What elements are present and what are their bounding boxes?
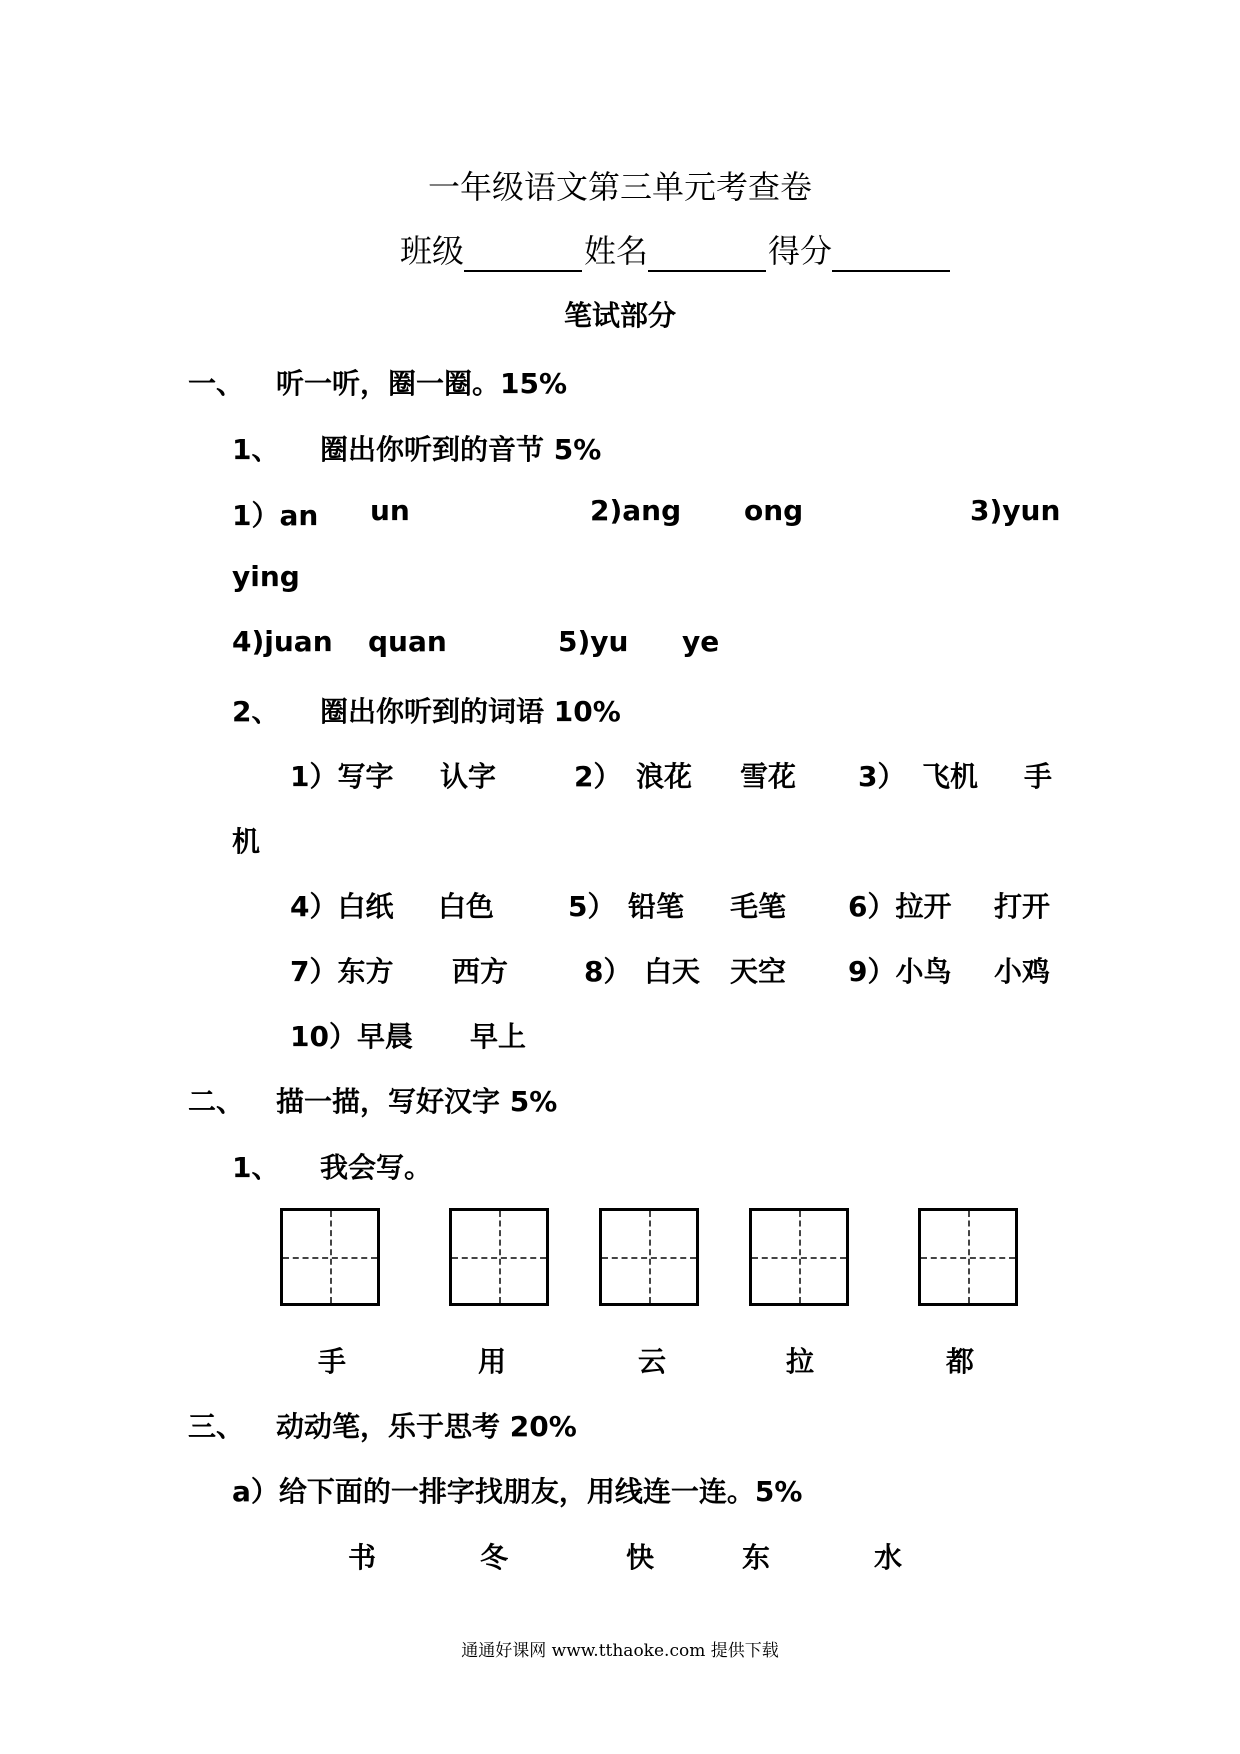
section-subtitle: 笔试部分 [563,299,676,332]
word-item: 手 [1024,760,1053,793]
student-info-line [400,226,952,272]
s2q1-number: 1、 [232,1151,280,1184]
word-item: 1）写字 [290,760,394,793]
match-char: 冬 [480,1541,509,1574]
footer-source: 通通好课网 www.tthaoke.com 提供下载 [461,1641,779,1661]
class-blank [464,240,582,272]
word-item: 雪花 [740,760,797,793]
match-char: 水 [874,1541,903,1574]
q1-number: 1、 [232,433,280,466]
word-item: 10）早晨 [290,1020,413,1053]
section1-number: 一、 [188,367,245,400]
q2-heading: 圈出你听到的词语 10% [320,695,621,728]
word-item: 6）拉开 [848,890,952,923]
syllable-item: ying [232,560,300,593]
syllable-item: 2)ang [590,494,682,527]
section2-number: 二、 [188,1085,245,1118]
word-item: 飞机 [922,760,979,793]
score-blank [832,240,950,272]
match-char: 书 [348,1541,377,1574]
section3-heading: 动动笔，乐于思考 20% [276,1410,577,1443]
syllable-item: 4)juan [232,625,333,658]
syllable-item: ong [744,494,804,527]
writing-grid-box [749,1208,849,1306]
syllable-item: 5)yu [558,625,629,658]
syllable-item: un [370,494,410,527]
word-item: 白天 [644,955,701,988]
word-item: 7）东方 [290,955,394,988]
q1-heading: 圈出你听到的音节 5% [320,433,602,466]
practice-char: 拉 [786,1345,815,1378]
word-item: 西方 [452,955,509,988]
class-label: 班级 [400,232,465,270]
word-item: 8） [584,955,632,988]
q2-number: 2、 [232,695,280,728]
word-item: 3） [858,760,906,793]
s2q1-heading: 我会写。 [320,1151,433,1184]
section3-number: 三、 [188,1410,245,1443]
syllable-item: ye [682,625,720,658]
word-item: 机 [232,825,261,858]
writing-grid-box [280,1208,380,1306]
syllable-item: 3)yun [970,494,1061,527]
page-title: 一年级语文第三单元考查卷 [427,168,812,206]
name-label: 姓名 [584,232,649,270]
word-item: 浪花 [636,760,693,793]
match-char: 东 [742,1541,771,1574]
word-item: 白色 [438,890,495,923]
section2-heading: 描一描，写好汉字 5% [276,1085,558,1118]
practice-char: 手 [318,1345,347,1378]
practice-char: 用 [478,1345,507,1378]
syllable-item: quan [368,625,447,658]
word-item: 2） [574,760,622,793]
word-item: 4）白纸 [290,890,394,923]
word-item: 5） [568,890,616,923]
word-item: 打开 [994,890,1051,923]
writing-grid-box [918,1208,1018,1306]
word-item: 认字 [440,760,497,793]
practice-char: 都 [946,1345,975,1378]
word-item: 铅笔 [628,890,685,923]
s3qa-heading: a）给下面的一排字找朋友，用线连一连。5% [232,1475,803,1508]
word-item: 天空 [730,955,787,988]
syllable-item: 1）an [232,499,319,532]
writing-grid-box [599,1208,699,1306]
section1-heading: 听一听，圈一圈。15% [276,367,568,400]
writing-grid-box [449,1208,549,1306]
practice-char: 云 [638,1345,667,1378]
word-item: 毛笔 [730,890,787,923]
word-item: 早上 [470,1020,527,1053]
match-char: 快 [626,1541,655,1574]
score-label: 得分 [768,232,833,270]
name-blank [648,240,766,272]
word-item: 小鸡 [994,955,1051,988]
word-item: 9）小鸟 [848,955,952,988]
